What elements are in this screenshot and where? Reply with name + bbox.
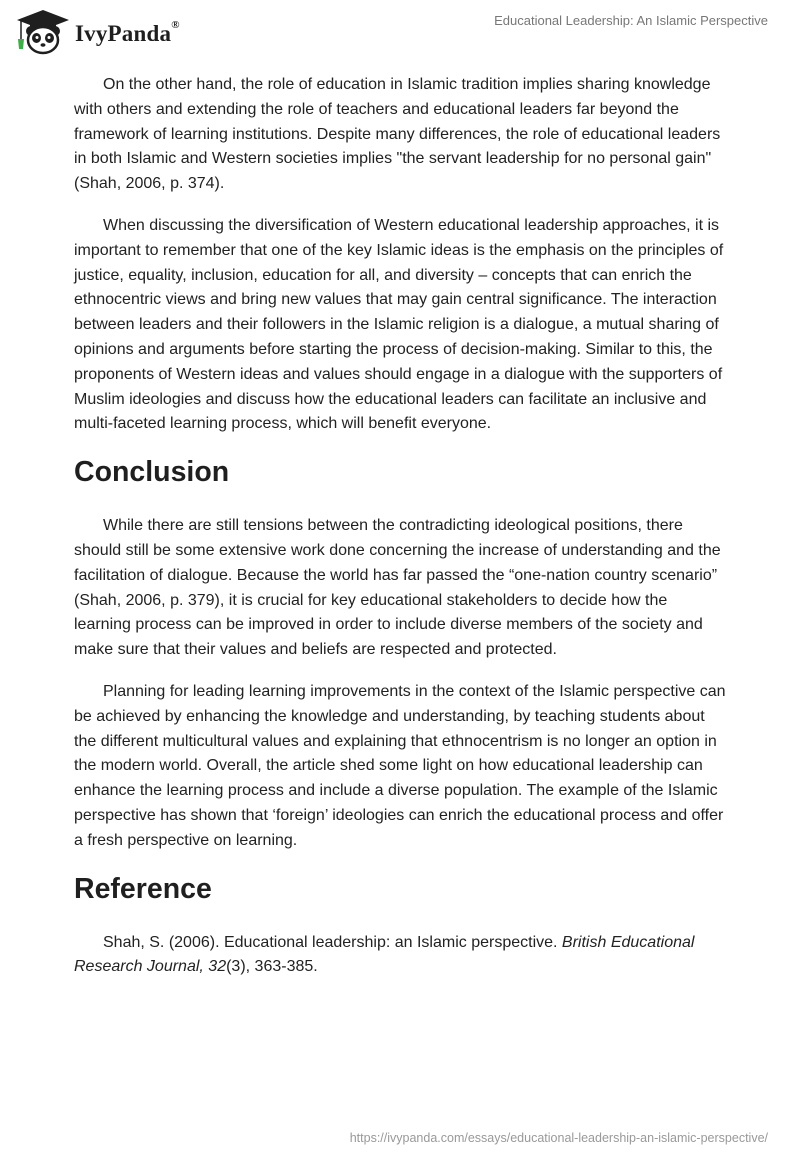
conclusion-paragraph: While there are still tensions between the contradicting ideological positions, there should still be some extensive work done concerning the increase of understanding and the facilitation of dialogue. Because the world has far passed the “one-nation country scenario” (Shah, 2006, p. 379), it is crucial for key educational stakeholders to decide how the learning process can be improved in order to include diverse members of the society and make sure that their values and beliefs are respected and protected. (74, 517, 721, 659)
reference-lead: Shah, S. (2006). Educational leadership: an Islamic perspective. (103, 933, 562, 951)
ivypanda-logo[interactable] (14, 9, 180, 55)
conclusion-paragraph: Planning for leading learning improvements in the context of the Islamic perspective can be achieved by enhancing the knowledge and understanding, by teaching students about the different multicultural values and explaining that ethnocentrism is no longer an option in the modern world. Overall, the article shed some light on how educational leadership can enhance the learning process and include a diverse population. The example of the Islamic perspective has shown that ‘foreign’ ideologies can enrich the educational process and offer a fresh perspective on learning. (74, 682, 726, 849)
reference-list (74, 931, 728, 981)
reference-issue-pages: (3), 363-385. (226, 958, 318, 976)
conclusion-heading: Conclusion (74, 456, 230, 489)
reference-journal: British Educational Research Journal, 32 (74, 933, 695, 976)
body-paragraph: When discussing the diversification of Western educational leadership approaches, it is important to remember that one of the key Islamic ideas is the emphasis on the principles of justice, equality, inclusion, education for all, and diversity – concepts that can enrich the ethnocentric views and bring new values that may gain central significance. The interaction between leaders and their followers in the Islamic religion is a dialogue, a mutual sharing of opinions and arguments before starting the process of decision-making. Similar to this, the proponents of Western ideas and values should engage in a dialogue with the supporters of Muslim ideologies and discuss how the educational leaders can facilitate an inclusive and multi-faceted learning process, which will benefit everyone. (74, 216, 724, 433)
logo-text: IvyPanda® (75, 19, 180, 46)
page-header (0, 0, 800, 60)
reference-entry (74, 931, 728, 981)
document-title: Educational Leadership: An Islamic Perspective (494, 13, 768, 28)
body-paragraph: On the other hand, the role of education in Islamic tradition implies sharing knowledge with others and extending the role of teachers and educational leaders far beyond the framework of learning institutions. Despite many differences, the role of educational leaders in both Islamic and Western societies implies "the servant leadership for no personal gain" (Shah, 2006, p. 374). (74, 76, 721, 193)
reference-heading: Reference (74, 872, 212, 905)
panda-graduate-icon (14, 9, 72, 55)
essay-content (74, 73, 728, 980)
source-url[interactable]: https://ivypanda.com/essays/educational-leadership-an-islamic-perspective/ (349, 1131, 768, 1145)
